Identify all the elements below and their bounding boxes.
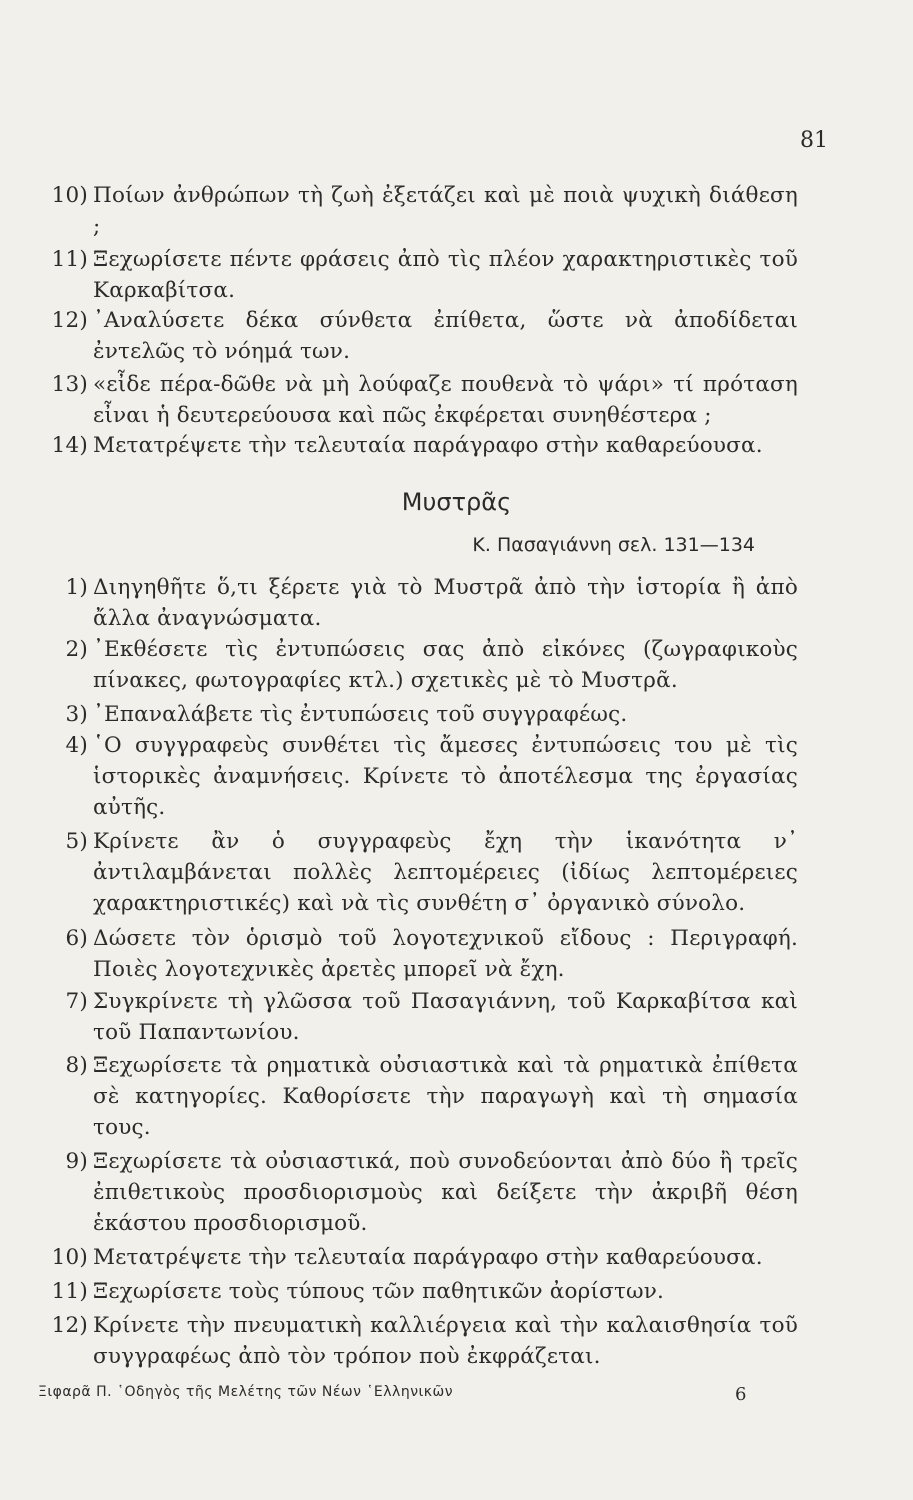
item-number: 14)	[51, 433, 88, 458]
item-text: Μετατρέψετε τὴν τελευταία παράγραφο στὴν καθαρεύουσα.	[93, 1245, 763, 1270]
footer-book-title: Ξιφαρᾶ Π. ῾Οδηγὸς τῆς Μελέτης τῶν Νέων ῾Ελληνικῶν	[38, 1384, 454, 1400]
list-item	[38, 1276, 798, 1307]
item-number: 9)	[65, 1149, 88, 1174]
footer-signature-mark: 6	[735, 1384, 747, 1405]
item-number: 5)	[65, 829, 88, 854]
item-text: «εἶδε πέρα-δῶθε νὰ μὴ λούφαζε πουθενὰ τὸ ψάρι» τί πρόταση εἶναι ἡ δευτερεύουσα καὶ πῶς ἐκφέρεται συνηθέστερα ;	[93, 372, 798, 428]
item-number: 7)	[65, 989, 88, 1014]
item-number: 13)	[51, 372, 88, 397]
item-number: 11)	[51, 1279, 88, 1304]
item-text: Ποίων ἀνθρώπων τὴ ζωὴ ἐξετάζει καὶ μὲ ποιὰ ψυχικὴ διάθεση ;	[93, 183, 798, 239]
item-text: Ξεχωρίσετε τὰ ρηματικὰ οὐσιαστικὰ καὶ τὰ ρηματικὰ ἐπίθετα σὲ κατηγορίες. Καθορίσετε τὴν παραγωγὴ καὶ τὴ σημασία τους.	[93, 1053, 798, 1140]
item-number: 6)	[65, 926, 88, 951]
item-text: Ξεχωρίσετε πέντε φράσεις ἀπὸ τὶς πλέον χαρακτηριστικὲς τοῦ Καρκαβίτσα.	[93, 247, 798, 303]
list-item	[38, 986, 798, 1048]
item-number: 11)	[51, 247, 88, 272]
item-number: 8)	[65, 1053, 88, 1078]
item-text: Κρίνετε ἂν ὁ συγγραφεὺς ἔχη τὴν ἱκανότητα ν᾿ ἀντιλαμβάνεται πολλὲς λεπτομέρειες (ἰδίως λεπτομέρειες χαρακτηριστικές) καὶ νὰ τὶς συνθέτη σ᾿ ὀργανικὸ σύνολο.	[93, 829, 798, 916]
list-item	[38, 826, 798, 919]
list-item	[38, 430, 798, 461]
page-number: 81	[800, 128, 828, 153]
item-text: Ξεχωρίσετε τὰ οὐσιαστικά, ποὺ συνοδεύονται ἀπὸ δύο ἢ τρεῖς ἐπιθετικοὺς προσδιορισμοὺς καὶ δείξετε τὴν ἀκριβῆ θέση ἑκάστου προσδιορισμοῦ.	[93, 1149, 798, 1236]
list-item	[38, 634, 798, 696]
item-number: 10)	[51, 1245, 88, 1270]
list-item	[38, 1050, 798, 1143]
section-title: Μυστρᾶς	[401, 488, 512, 516]
item-number: 2)	[65, 637, 88, 662]
item-number: 4)	[65, 733, 88, 758]
item-text: Δώσετε τὸν ὁρισμὸ τοῦ λογοτεχνικοῦ εἴδους : Περιγραφή. Ποιὲς λογοτεχνικὲς ἀρετὲς μπορεῖ νὰ ἔχη.	[93, 926, 798, 982]
list-item	[38, 699, 798, 730]
item-text: ᾿Επαναλάβετε τὶς ἐντυπώσεις τοῦ συγγραφέως.	[93, 702, 628, 727]
list-item	[38, 1242, 798, 1273]
item-number: 1)	[65, 575, 88, 600]
list-item	[38, 369, 798, 431]
list-item	[38, 180, 798, 242]
item-text: Διηγηθῆτε ὅ,τι ξέρετε γιὰ τὸ Μυστρᾶ ἀπὸ τὴν ἱστορία ἢ ἀπὸ ἄλλα ἀναγνώσματα.	[93, 575, 798, 631]
item-number: 10)	[51, 183, 88, 208]
item-text: ῾Ο συγγραφεὺς συνθέτει τὶς ἄμεσες ἐντυπώσεις του μὲ τὶς ἱστορικὲς ἀναμνήσεις. Κρίνετε τὸ ἀποτέλεσμα της ἐργασίας αὐτῆς.	[93, 733, 798, 820]
item-text: Κρίνετε τὴν πνευματικὴ καλλιέργεια καὶ τὴν καλαισθησία τοῦ συγγραφέως ἀπὸ τὸν τρόπον ποὺ ἐκφράζεται.	[93, 1313, 798, 1369]
list-item	[38, 1146, 798, 1239]
item-number: 12)	[51, 1313, 88, 1338]
item-text: ᾿Εκθέσετε τὶς ἐντυπώσεις σας ἀπὸ εἰκόνες (ζωγραφικοὺς πίνακες, φωτογραφίες κτλ.) σχετικὲς μὲ τὸ Μυστρᾶ.	[93, 637, 798, 693]
section-reference: Κ. Πασαγιάννη σελ. 131—134	[472, 534, 755, 556]
item-number: 12)	[51, 308, 88, 333]
list-item	[38, 1310, 798, 1372]
item-text: Μετατρέψετε τὴν τελευταία παράγραφο στὴν καθαρεύουσα.	[93, 433, 763, 458]
list-item	[38, 305, 798, 367]
list-item	[38, 923, 798, 985]
list-item	[38, 572, 798, 634]
item-text: ᾿Αναλύσετε δέκα σύνθετα ἐπίθετα, ὥστε νὰ ἀποδίδεται ἐντελῶς τὸ νόημά των.	[93, 308, 798, 364]
item-number: 3)	[65, 702, 88, 727]
item-text: Συγκρίνετε τὴ γλῶσσα τοῦ Πασαγιάννη, τοῦ Καρκαβίτσα καὶ τοῦ Παπαντωνίου.	[93, 989, 798, 1045]
item-text: Ξεχωρίσετε τοὺς τύπους τῶν παθητικῶν ἀορίστων.	[93, 1279, 665, 1304]
list-item	[38, 730, 798, 823]
list-item	[38, 244, 798, 306]
